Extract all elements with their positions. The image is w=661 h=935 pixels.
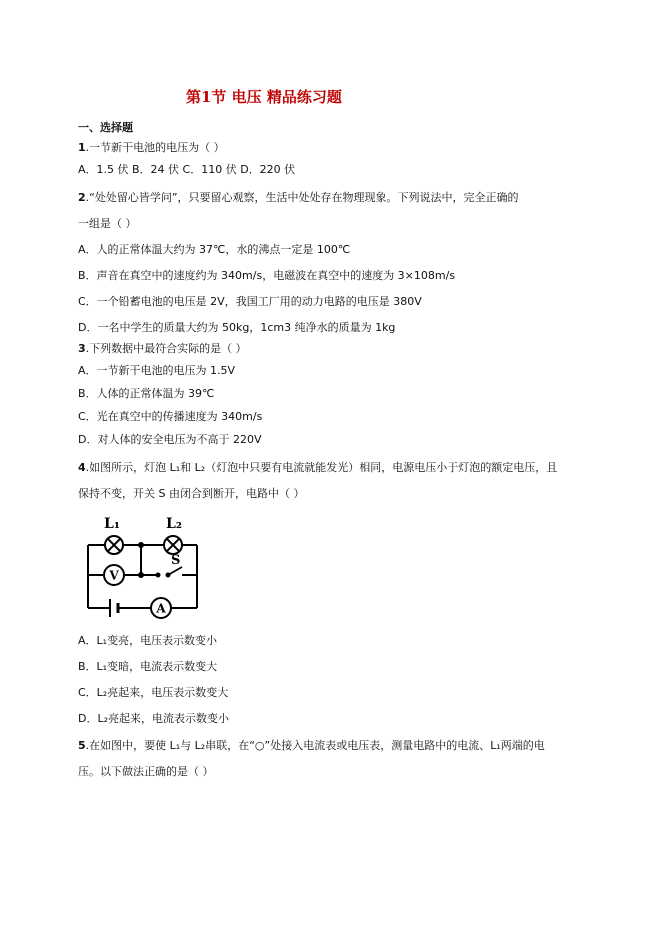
lamp-l1-label: L₁ <box>104 516 120 532</box>
question-3 <box>78 342 247 356</box>
question-4 <box>78 461 557 475</box>
option-a: A．人的正常体温大约为 37℃，水的沸点一定是 100℃ <box>78 243 351 256</box>
question-number: 4 <box>78 461 86 474</box>
ammeter-label: A <box>156 601 166 616</box>
option-a: A．L₁变亮，电压表示数变小 <box>78 634 218 647</box>
section-heading: 一、选择题 <box>78 121 133 134</box>
switch-label: S <box>171 553 181 568</box>
lamp-l1-icon <box>105 536 123 554</box>
option-c: C．光在真空中的传播速度为 340m/s <box>78 410 263 423</box>
question-number: 3 <box>78 342 86 355</box>
junction-dot <box>138 572 144 578</box>
question-5 <box>78 739 545 753</box>
junction-dot <box>138 542 144 548</box>
page-title: 第1节 电压 精品练习题 <box>186 88 342 106</box>
question-2-continuation: 一组是（ ） <box>78 217 137 230</box>
option-c: C．一个铅蓄电池的电压是 2V，我国工厂用的动力电路的电压是 380V <box>78 295 422 308</box>
question-1 <box>78 141 225 155</box>
question-4-continuation: 保持不变，开关 S 由闭合到断开，电路中（ ） <box>78 487 305 500</box>
question-5-continuation: 压。以下做法正确的是（ ） <box>78 765 214 778</box>
option-b: B．声音在真空中的速度约为 340m/s，电磁波在真空中的速度为 3×108m/s <box>78 269 456 282</box>
question-text: .在如图中，要使 L₁与 L₂串联，在“○”处接入电流表或电压表，测量电路中的电流、L₁两端的电 <box>85 739 545 752</box>
lamp-l2-label: L₂ <box>166 516 182 532</box>
option-d: D．一名中学生的质量大约为 50kg，1cm3 纯净水的质量为 1kg <box>78 321 396 334</box>
option-b: B．L₁变暗，电流表示数变大 <box>78 660 218 673</box>
circuit-diagram <box>80 512 212 624</box>
lamp-l2-icon <box>164 536 182 554</box>
question-text: .一节新干电池的电压为（ ） <box>85 141 225 154</box>
option-d: D．L₂亮起来，电流表示数变小 <box>78 712 230 725</box>
question-text: .下列数据中最符合实际的是（ ） <box>85 342 247 355</box>
question-text: .“处处留心皆学问”，只要留心观察，生活中处处存在物理现象。下列说法中，完全正确的 <box>85 191 519 204</box>
switch-contact <box>156 573 161 578</box>
option-d: D．对人体的安全电压为不高于 220V <box>78 433 262 446</box>
option-b: B．人体的正常体温为 39℃ <box>78 387 215 400</box>
question-2 <box>78 191 519 205</box>
question-number: 1 <box>78 141 86 154</box>
question-number: 5 <box>78 739 86 752</box>
question-1-options: A．1.5 伏 B．24 伏 C．110 伏 D．220 伏 <box>78 163 296 176</box>
question-text: .如图所示，灯泡 L₁和 L₂（灯泡中只要有电流就能发光）相同，电源电压小于灯泡的额定电压，且 <box>85 461 558 474</box>
option-c: C．L₂亮起来，电压表示数变大 <box>78 686 229 699</box>
option-a: A．一节新干电池的电压为 1.5V <box>78 364 236 377</box>
voltmeter-label: V <box>109 568 119 583</box>
question-number: 2 <box>78 191 86 204</box>
switch-contact <box>166 573 171 578</box>
